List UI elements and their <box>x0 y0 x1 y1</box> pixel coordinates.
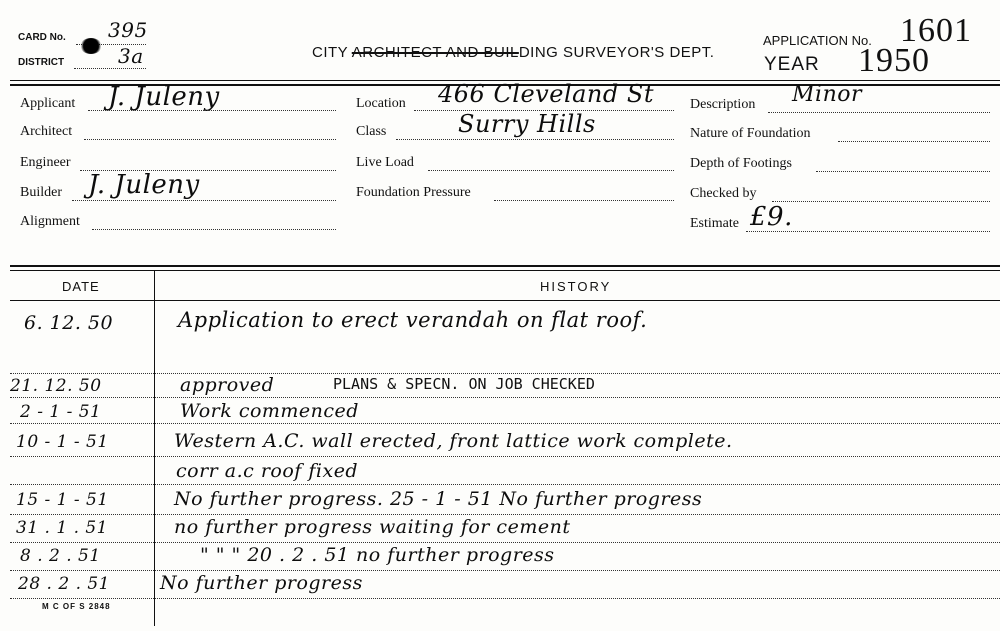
applicant-label: Applicant <box>20 96 76 111</box>
card-no-label: CARD No. <box>18 32 66 43</box>
engineer-label: Engineer <box>20 155 71 170</box>
estimate-label: Estimate <box>690 216 739 231</box>
checked-by-label: Checked by <box>690 186 757 201</box>
history-entry: corr a.c roof fixed <box>176 460 359 482</box>
applicant-value: J. Juleny <box>108 82 220 112</box>
history-date: 21. 12. 50 <box>10 376 102 396</box>
ink-blot-mark <box>80 38 102 54</box>
alignment-label: Alignment <box>20 214 80 229</box>
history-date: 28 . 2 . 51 <box>18 574 111 594</box>
date-column-header: DATE <box>62 279 100 294</box>
history-entry: Application to erect verandah on flat roof. <box>178 308 648 332</box>
class-value: Surry Hills <box>458 110 596 138</box>
history-entry: No further progress <box>160 572 363 594</box>
history-date: 15 - 1 - 51 <box>16 490 109 510</box>
architect-label: Architect <box>20 124 73 139</box>
history-entry: no further progress waiting for cement <box>174 516 571 538</box>
history-date: 31 . 1 . 51 <box>16 518 109 538</box>
history-entry: " " " 20 . 2 . 51 no further progress <box>200 544 555 566</box>
year-value: 1950 <box>858 42 930 79</box>
history-date: 6. 12. 50 <box>24 312 114 334</box>
class-label: Class <box>356 124 387 139</box>
history-entry: Western A.C. wall erected, front lattice work complete. <box>174 430 733 452</box>
history-date: 2 - 1 - 51 <box>20 402 102 422</box>
live-load-label: Live Load <box>356 155 414 170</box>
inspection-stamp: PLANS & SPECN. ON JOB CHECKED <box>333 375 595 393</box>
estimate-value: £9. <box>750 202 793 232</box>
description-label: Description <box>690 97 756 112</box>
history-column-header: HISTORY <box>540 279 612 294</box>
application-number: 1601 <box>900 12 972 49</box>
form-code: M C OF S 2848 <box>42 602 111 611</box>
application-label: APPLICATION No. <box>763 33 872 48</box>
district-value: 3a <box>118 44 144 68</box>
history-entry: approved <box>180 374 275 396</box>
foundation-pressure-label: Foundation Pressure <box>356 185 471 200</box>
year-label: YEAR <box>764 54 820 75</box>
card-no-value: 395 <box>108 18 148 42</box>
location-value: 466 Cleveland St <box>438 80 654 108</box>
district-label: DISTRICT <box>18 57 65 68</box>
description-value: Minor <box>792 82 862 107</box>
builder-label: Builder <box>20 185 62 200</box>
builder-value: J. Juleny <box>88 170 200 200</box>
history-date: 8 . 2 . 51 <box>20 546 101 566</box>
depth-of-footings-label: Depth of Footings <box>690 156 792 171</box>
department-title: CITY ARCHITECT AND BUILDING SURVEYOR'S DEPT. <box>312 44 715 61</box>
history-entry: No further progress. 25 - 1 - 51 No further progress <box>174 488 703 510</box>
nature-of-foundation-label: Nature of Foundation <box>690 126 811 141</box>
location-label: Location <box>356 96 406 111</box>
history-date: 10 - 1 - 51 <box>16 432 109 452</box>
history-entry: Work commenced <box>180 400 359 422</box>
